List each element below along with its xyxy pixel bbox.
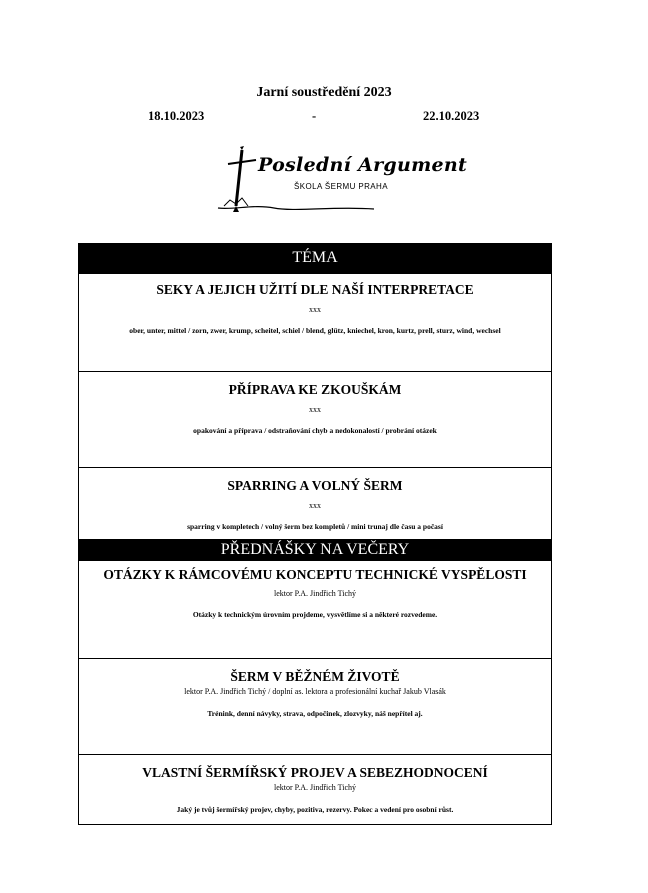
topic-meta: xxx	[309, 405, 321, 414]
logo-subtitle: ŠKOLA ŠERMU PRAHA	[294, 182, 388, 191]
lecture-block	[79, 561, 551, 658]
lecture-title: ŠERM V BĚŽNÉM ŽIVOTĚ	[230, 669, 400, 684]
date-from: 18.10.2023	[148, 109, 205, 123]
topic-meta: xxx	[309, 305, 321, 314]
topic-title: SPARRING A VOLNÝ ŠERM	[227, 478, 403, 493]
date-to: 22.10.2023	[423, 109, 480, 123]
topic-description: opakování a příprava / odstraňování chyb a nedokonalostí / probrání otázek	[193, 426, 437, 435]
topic-title: SEKY A JEJICH UŽITÍ DLE NAŠÍ INTERPRETACE	[156, 282, 474, 297]
lecture-description: Jaký je tvůj šermířský projev, chyby, pozitiva, rezervy. Pokec a vedení pro osobní růst.	[176, 805, 454, 814]
section-heading-tema: TÉMA	[78, 243, 552, 273]
topic-block	[79, 371, 551, 467]
lecture-description: Trénink, denní návyky, strava, odpočinek, zlozvyky, náš nepřítel aj.	[207, 709, 423, 718]
schedule-table	[78, 243, 552, 825]
lecture-title: VLASTNÍ ŠERMÍŘSKÝ PROJEV A SEBEZHODNOCENÍ	[142, 765, 488, 780]
section-heading-lectures: PŘEDNÁŠKY NA VEČERY	[78, 539, 552, 561]
lecture-title: OTÁZKY K RÁMCOVÉMU KONCEPTU TECHNICKÉ VYSPĚLOSTI	[103, 567, 527, 582]
lecture-block	[79, 754, 551, 824]
lecture-description: Otázky k technickým úrovním projdeme, vysvětlíme si a některé rozvedeme.	[192, 610, 438, 619]
topic-block	[79, 467, 551, 539]
school-logo	[214, 146, 468, 216]
logo-name: Poslední Argument	[258, 154, 468, 176]
date-separator: -	[312, 109, 317, 123]
lecture-lecturer: lektor P.A. Jindřich Tichý	[273, 783, 356, 792]
lecture-block	[79, 658, 551, 754]
topic-title: PŘÍPRAVA KE ZKOUŠKÁM	[228, 382, 402, 397]
page-title: Jarní soustředění 2023	[256, 85, 392, 100]
topic-description: sparring v kompletech / volný šerm bez kompletů / mini trunaj dle času a počasí	[187, 522, 443, 531]
topic-block	[79, 273, 551, 371]
topic-meta: xxx	[309, 501, 321, 510]
lecture-lecturer: lektor P.A. Jindřich Tichý	[273, 589, 356, 598]
lecture-lecturer: lektor P.A. Jindřich Tichý / doplní as. lektora a profesionální kuchař Jakub Vlasák	[184, 687, 446, 696]
topic-description: ober, unter, mittel / zorn, zwer, krump, scheitel, schiel / blend, glütz, kniechel, kron, kurtz, prell, sturz, wind, wechsel	[129, 326, 501, 335]
